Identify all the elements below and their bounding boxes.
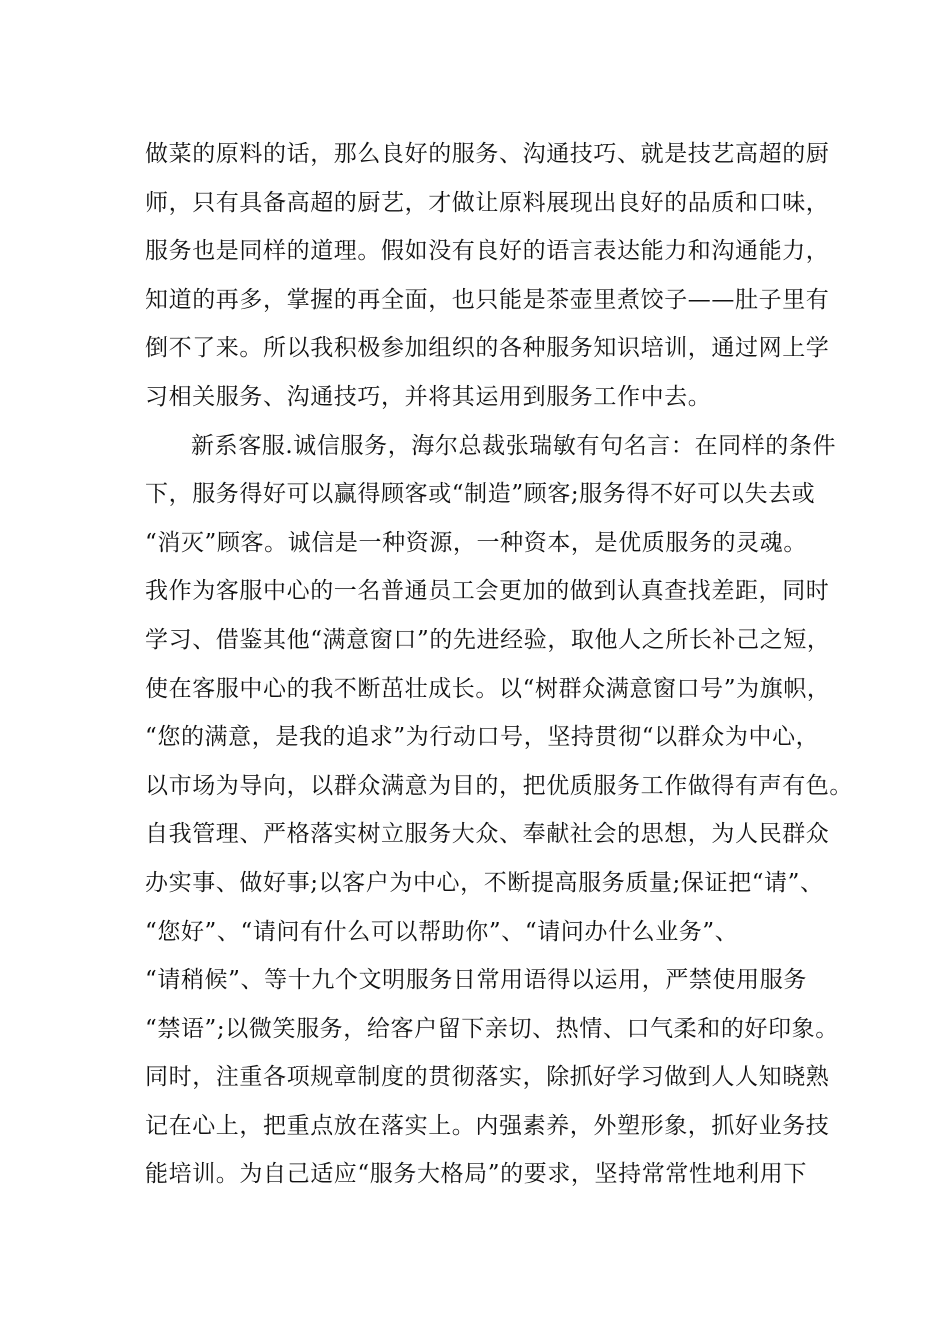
text-line: 学习、借鉴其他“满意窗口”的先进经验，取他人之所长补己之短， [145, 626, 831, 653]
text-line: 记在心上，把重点放在落实上。内强素养，外塑形象，抓好业务技 [145, 1112, 830, 1139]
text-line: 自我管理、严格落实树立服务大众、奉献社会的思想，为人民群众 [145, 821, 830, 848]
text-line: 习相关服务、沟通技巧，并将其运用到服务工作中去。 [145, 383, 712, 410]
text-line: 服务也是同样的道理。假如没有良好的语言表达能力和沟通能力， [145, 238, 830, 265]
text-line: 办实事、做好事;以客户为中心，不断提高服务质量;保证把“请”、 [145, 869, 824, 896]
paragraph-first-line: 新系客服.诚信服务，海尔总裁张瑞敏有句名言：在同样的条件 [191, 432, 837, 459]
text-line: “请稍候”、等十九个文明服务日常用语得以运用，严禁使用服务 [145, 967, 807, 994]
text-line: 做菜的原料的话，那么良好的服务、沟通技巧、就是技艺高超的厨 [145, 141, 830, 167]
text-line: “您好”、“请问有什么可以帮助你”、“请问办什么业务”、 [145, 918, 739, 945]
text-line: 同时，注重各项规章制度的贯彻落实，除抓好学习做到人人知晓熟 [145, 1064, 830, 1091]
text-line: 倒不了来。所以我积极参加组织的各种服务知识培训，通过网上学 [145, 335, 830, 362]
body-text [145, 130, 853, 1199]
text-line: 我作为客服中心的一名普通员工会更加的做到认真查找差距，同时 [145, 578, 830, 605]
text-line: 以市场为导向，以群众满意为目的，把优质服务工作做得有声有色。 [145, 772, 853, 799]
text-line: 师，只有具备高超的厨艺，才做让原料展现出良好的品质和口味， [145, 189, 830, 216]
text-line: 知道的再多，掌握的再全面，也只能是茶壶里煮饺子——肚子里有 [145, 286, 830, 313]
text-line: “禁语”;以微笑服务，给客户留下亲切、热情、口气柔和的好印象。 [145, 1015, 839, 1042]
text-line: 下，服务得好可以赢得顾客或“制造”顾客;服务得不好可以失去或 [145, 481, 816, 508]
text-line: 使在客服中心的我不断茁壮成长。以“树群众满意窗口号”为旗帜， [145, 675, 831, 702]
text-line: “消灭”顾客。诚信是一种资源，一种资本，是优质服务的灵魂。 [145, 529, 807, 556]
text-line: 能培训。为自己适应“服务大格局”的要求，坚持常常性地利用下 [145, 1161, 807, 1188]
text-line: “您的满意，是我的追求”为行动口号，坚持贯彻“以群众为中心， [145, 724, 820, 751]
